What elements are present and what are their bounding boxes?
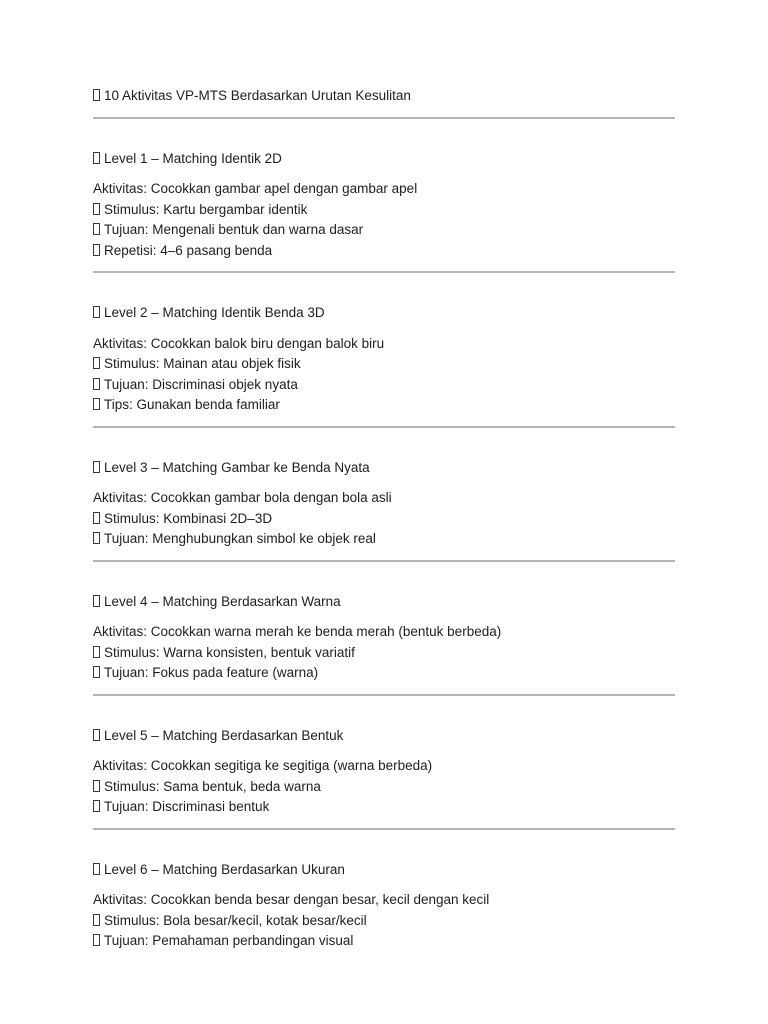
level-heading-line xyxy=(93,303,675,324)
level-heading: Level 2 – Matching Identik Benda 3D xyxy=(104,305,325,320)
level-heading-line xyxy=(93,726,675,747)
sections-container xyxy=(93,149,675,952)
bullet-item xyxy=(93,931,675,952)
level-section xyxy=(93,458,675,562)
missing-glyph-icon xyxy=(93,595,100,607)
bullet-item-text: Stimulus: Mainan atau objek fisik xyxy=(104,356,301,371)
bullet-item xyxy=(93,797,675,818)
level-heading: Level 3 – Matching Gambar ke Benda Nyata xyxy=(104,459,370,475)
bullet-item-text: Repetisi: 4–6 pasang benda xyxy=(104,242,273,258)
activity-text: Aktivitas: Cocokkan balok biru dengan balok biru xyxy=(93,335,385,351)
activity-text: Aktivitas: Cocokkan benda besar dengan besar, kecil dengan kecil xyxy=(93,892,490,907)
bullet-item xyxy=(93,395,675,416)
bullet-item xyxy=(93,354,675,375)
activity-text: Aktivitas: Cocokkan gambar apel dengan gambar apel xyxy=(93,181,418,196)
bullet-item xyxy=(93,375,675,396)
bullet-item-text: Tujuan: Pemahaman perbandingan visual xyxy=(104,933,354,948)
level-heading: Level 1 – Matching Identik 2D xyxy=(104,150,282,166)
level-section xyxy=(93,303,675,428)
missing-glyph-icon xyxy=(93,244,100,256)
bullet-item-text: Tujuan: Discriminasi objek nyata xyxy=(104,376,298,392)
bullet-item-text: Stimulus: Bola besar/kecil, kotak besar/kecil xyxy=(104,912,367,928)
bullet-item xyxy=(93,241,675,262)
missing-glyph-icon xyxy=(93,780,100,792)
activity-text: Aktivitas: Cocokkan segitiga ke segitiga (warna berbeda) xyxy=(93,758,433,773)
bullet-item-text: Stimulus: Warna konsisten, bentuk variatif xyxy=(104,644,355,660)
divider xyxy=(93,117,675,119)
level-section xyxy=(93,149,675,274)
bullet-item-text: Tujuan: Menghubungkan simbol ke objek real xyxy=(104,531,376,546)
activity-text: Aktivitas: Cocokkan warna merah ke benda merah (bentuk berbeda) xyxy=(93,624,502,639)
activity-text: Aktivitas: Cocokkan gambar bola dengan bola asli xyxy=(93,490,392,505)
bullet-item-text: Tujuan: Mengenali bentuk dan warna dasar xyxy=(104,222,364,237)
document-title: 10 Aktivitas VP-MTS Berdasarkan Urutan Kesulitan xyxy=(104,88,411,103)
level-section xyxy=(93,726,675,830)
divider xyxy=(93,271,675,273)
bullet-item xyxy=(93,509,675,530)
missing-glyph-icon xyxy=(93,461,100,473)
missing-glyph-icon xyxy=(93,398,100,410)
bullet-item-text: Stimulus: Kombinasi 2D–3D xyxy=(104,510,273,526)
missing-glyph-icon xyxy=(93,512,100,524)
document-title-line xyxy=(93,86,675,107)
bullet-item-text: Stimulus: Sama bentuk, beda warna xyxy=(104,778,321,794)
level-section xyxy=(93,860,675,952)
bullet-item xyxy=(93,529,675,550)
bullet-item xyxy=(93,643,675,664)
missing-glyph-icon xyxy=(93,646,100,658)
level-heading-line xyxy=(93,592,675,613)
divider xyxy=(93,694,675,696)
bullet-item xyxy=(93,663,675,684)
missing-glyph-icon xyxy=(93,666,100,678)
missing-glyph-icon xyxy=(93,532,100,544)
document-page xyxy=(93,86,675,952)
bullet-item xyxy=(93,911,675,932)
missing-glyph-icon xyxy=(93,223,100,235)
missing-glyph-icon xyxy=(93,914,100,926)
bullet-item xyxy=(93,200,675,221)
missing-glyph-icon xyxy=(93,378,100,390)
missing-glyph-icon xyxy=(93,306,100,318)
missing-glyph-icon xyxy=(93,152,100,164)
bullet-item-text: Tujuan: Fokus pada feature (warna) xyxy=(104,665,319,680)
level-heading: Level 5 – Matching Berdasarkan Bentuk xyxy=(104,727,344,743)
missing-glyph-icon xyxy=(93,729,100,741)
bullet-item-text: Tujuan: Discriminasi bentuk xyxy=(104,799,270,814)
missing-glyph-icon xyxy=(93,800,100,812)
bullet-item xyxy=(93,777,675,798)
level-heading-line xyxy=(93,860,675,881)
level-heading-line xyxy=(93,458,675,479)
bullet-item xyxy=(93,220,675,241)
missing-glyph-icon xyxy=(93,357,100,369)
bullet-item-text: Tips: Gunakan benda familiar xyxy=(104,397,280,412)
level-heading-line xyxy=(93,149,675,170)
level-section xyxy=(93,592,675,696)
level-heading: Level 6 – Matching Berdasarkan Ukuran xyxy=(104,861,345,877)
level-heading: Level 4 – Matching Berdasarkan Warna xyxy=(104,593,341,609)
missing-glyph-icon xyxy=(93,934,100,946)
divider xyxy=(93,426,675,428)
missing-glyph-icon xyxy=(93,863,100,875)
missing-glyph-icon xyxy=(93,89,100,101)
divider xyxy=(93,560,675,562)
divider xyxy=(93,828,675,830)
missing-glyph-icon xyxy=(93,203,100,215)
bullet-item-text: Stimulus: Kartu bergambar identik xyxy=(104,201,308,217)
